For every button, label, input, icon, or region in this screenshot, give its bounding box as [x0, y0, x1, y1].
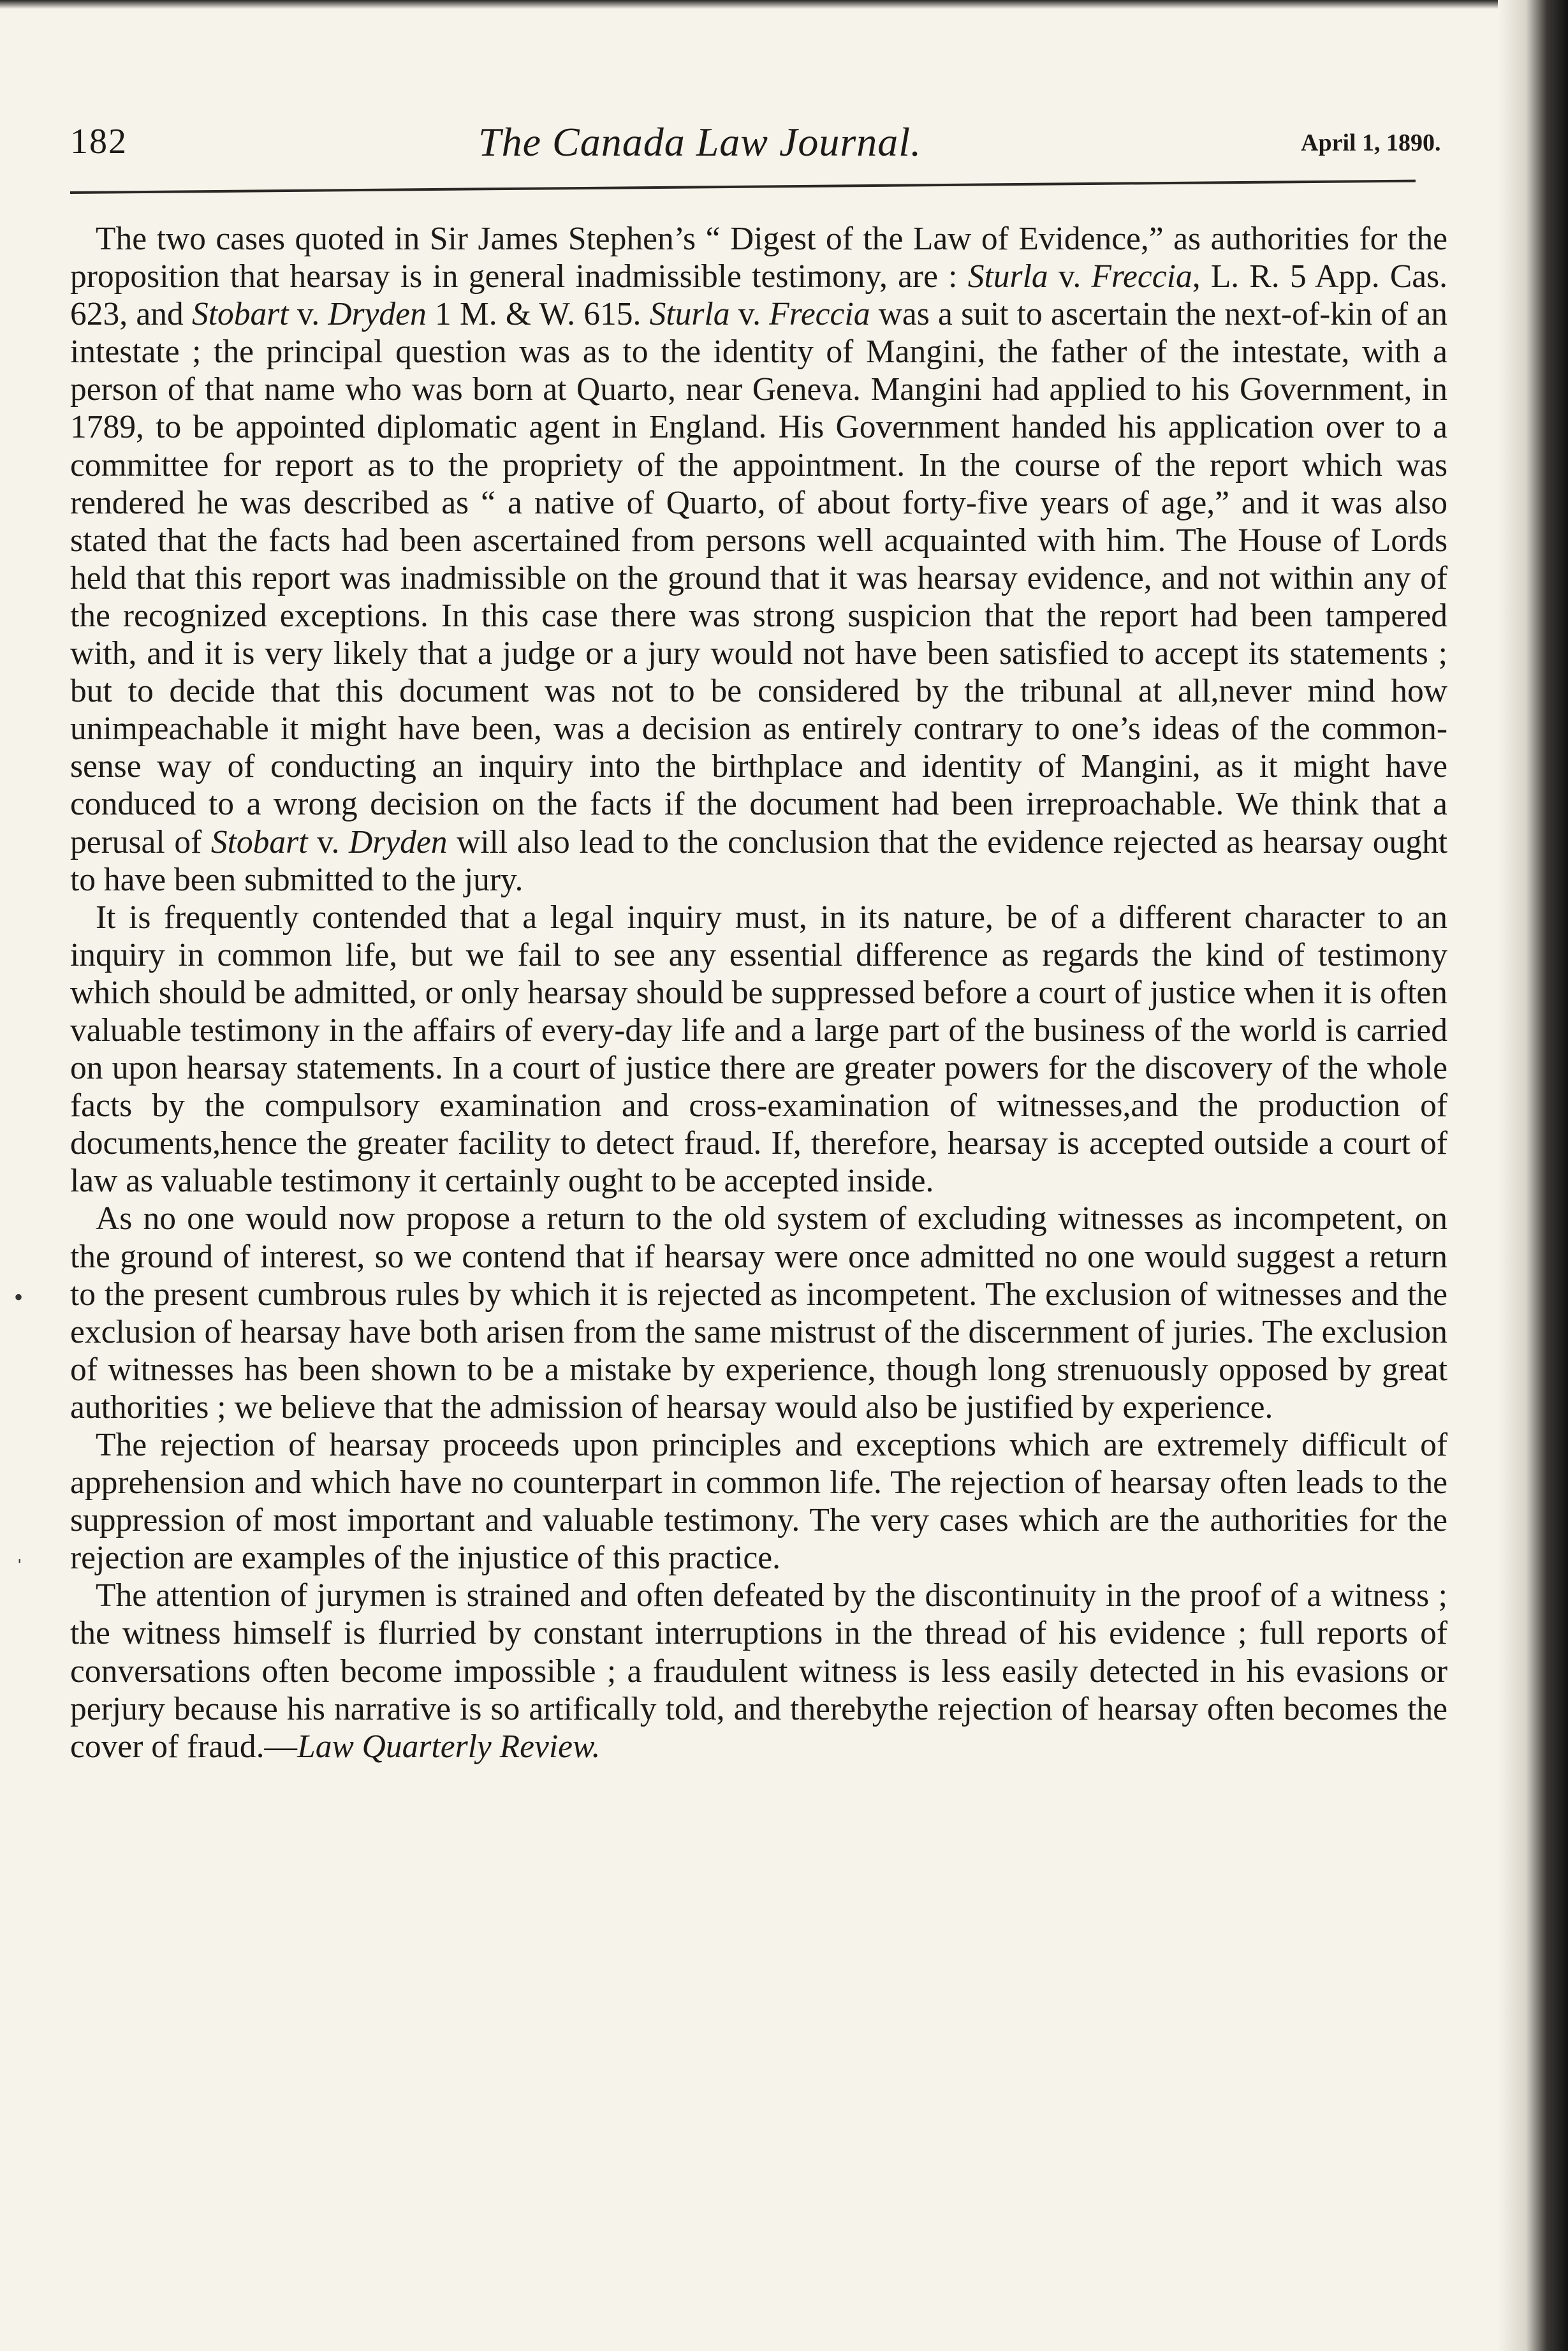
- text-run: It is frequently contended that a legal inquiry must, in its nature, be of a different character to an inquiry in common life, but we fail to see any essential difference as regards the kind of testimony which should be admitted, or only hearsay should be suppressed before a court of justice when it is often valuable testimony in the affairs of every-day life and a large part of the business of the world is carried on upon hearsay statements. In a court of justice there are greater powers for the discovery of the whole facts by the compulsory examination and cross-examination of witnesses,and the production of documents,hence the greater facility to detect fraud. If, therefore, hearsay is accepted outside a court of law as valuable testimony it certainly ought to be accepted inside.: [70, 899, 1447, 1200]
- italic-citation: Stobart: [191, 296, 289, 333]
- article-paragraph: [70, 1200, 1447, 1426]
- italic-citation: Law Quarterly Review.: [297, 1728, 601, 1765]
- text-run: As no one would now propose a return to the old system of excluding witnesses as incompetent, on the ground of interest, so we contend that if hearsay were once admitted no one would suggest a return to the present cumbrous rules by which it is rejected as incompetent. The exclusion of witnesses and the exclusion of hearsay have both arisen from the same mistrust of the discernment of juries. The exclusion of witnesses has been shown to be a mistake by experience, though long strenuously opposed by great authorities ; we believe that the admission of hearsay would also be justified by experience.: [70, 1200, 1447, 1426]
- margin-tick: ˌ: [15, 1535, 24, 1563]
- text-run: v.: [288, 296, 328, 333]
- journal-title: The Canada Law Journal.: [478, 119, 922, 165]
- text-run: The two cases quoted in Sir James Stephen’s “ Digest of the Law of Evidence,” as authorities for the proposition that hearsay is in general inadmissible testimony, are :: [70, 221, 1447, 295]
- text-run: will also lead to the conclusion that the evidence rejected as hearsay ought to have been submitted to the jury.: [70, 823, 1447, 898]
- italic-citation: Freccia: [769, 296, 870, 333]
- text-run: The attention of jurymen is strained and often defeated by the discontinuity in the proof of a witness ; the witness himself is flurried by constant interruptions in the thread of his evidence ; full reports of conversations often become impossible ; a fraudulent witness is less easily detected in his evasions or perjury because his narrative is so artifically told, and therebythe rejection of hearsay often becomes the cover of fraud.—: [70, 1577, 1447, 1765]
- text-run: v.: [1048, 258, 1092, 295]
- page-number: 182: [70, 122, 128, 161]
- italic-citation: Freccia: [1091, 258, 1192, 295]
- text-run: was a suit to ascertain the next-of-kin of an intestate ; the principal question was as to the identity of Mangini, the father of the intestate, with a person of that name who was born at Quarto, near Geneva. Mangini had applied to his Government, in 1789, to be appointed diplomatic agent in England. His Government handed his application over to a committee for report as to the propriety of the appointment. In the course of the report which was rendered he was described as “ a native of Quarto, of about forty-five years of age,” and it was also stated that the facts had been ascertained from persons well acquainted with him. The House of Lords held that this report was inadmissible on the ground that it was hearsay evidence, and not within any of the recognized exceptions. In this case there was strong suspicion that the report had been tampered with, and it is very likely that a judge or a jury would not have been satisfied to accept its statements ; but to decide that this document was not to be considered by the tribunal at all,never mind how unimpeachable it might have been, was a decision as entirely contrary to one’s ideas of the common-sense way of conducting an inquiry into the birthplace and identity of Mangini, as it might have conduced to a wrong decision on the facts if the document had been irreproachable. We think that a perusal of: [70, 296, 1447, 860]
- margin-dot: •: [14, 1283, 24, 1311]
- text-run: , L. R. 5 App. Cas. 623, and: [70, 258, 1447, 333]
- page-binding-edge: [1498, 0, 1568, 2351]
- article-body: [70, 220, 1447, 1765]
- article-paragraph: [70, 220, 1447, 899]
- italic-citation: Sturla: [649, 296, 730, 333]
- page-top-edge: [0, 0, 1568, 9]
- text-run: 1 M. & W. 615.: [426, 296, 650, 333]
- text-run: The rejection of hearsay proceeds upon principles and exceptions which are extremely difficult of apprehension and which have no counterpart in common life. The rejection of hearsay often leads to the suppression of most important and valuable testimony. The very cases which are the authorities for the rejection are examples of the injustice of this practice.: [70, 1427, 1447, 1577]
- text-run: v.: [307, 823, 349, 860]
- text-run: v.: [729, 296, 770, 333]
- article-paragraph: [70, 1577, 1447, 1765]
- running-header: [70, 121, 1447, 179]
- issue-date: April 1, 1890.: [1301, 129, 1441, 156]
- italic-citation: Stobart: [210, 823, 308, 860]
- italic-citation: Dryden: [349, 823, 448, 860]
- article-paragraph: [70, 1426, 1447, 1577]
- italic-citation: Sturla: [967, 258, 1048, 295]
- italic-citation: Dryden: [328, 296, 427, 333]
- article-paragraph: [70, 899, 1447, 1200]
